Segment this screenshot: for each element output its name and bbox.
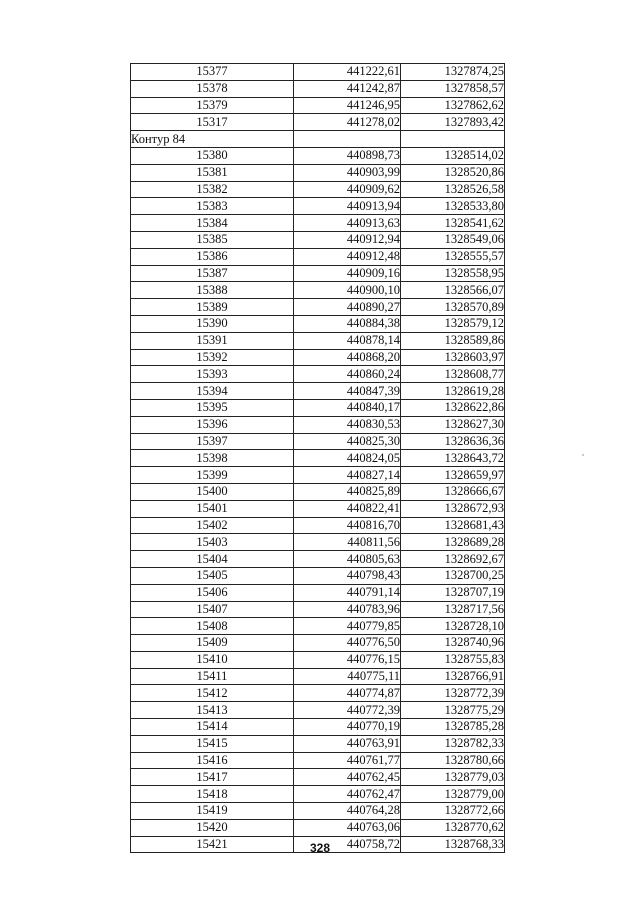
table-row: [131, 383, 505, 400]
table-row: [131, 551, 505, 568]
table-row: [131, 147, 505, 164]
table-row: [131, 181, 505, 198]
coordinates-table-body: [131, 64, 505, 853]
table-row: [131, 97, 505, 114]
table-row: [131, 618, 505, 635]
point-number-cell: 15408: [131, 618, 294, 635]
table-row: [131, 282, 505, 299]
x-coordinate-cell: 440900,10: [294, 282, 401, 299]
y-coordinate-cell: 1328627,30: [401, 416, 505, 433]
table-row: [131, 349, 505, 366]
table-row: [131, 114, 505, 131]
table-row: [131, 719, 505, 736]
point-number-cell: 15406: [131, 584, 294, 601]
point-number-cell: 15387: [131, 265, 294, 282]
x-coordinate-cell: 440903,99: [294, 164, 401, 181]
empty-cell: [401, 131, 505, 148]
point-number-cell: 15391: [131, 332, 294, 349]
x-coordinate-cell: 440860,24: [294, 366, 401, 383]
y-coordinate-cell: 1328622,86: [401, 399, 505, 416]
point-number-cell: 15386: [131, 248, 294, 265]
x-coordinate-cell: 440762,47: [294, 786, 401, 803]
x-coordinate-cell: 440890,27: [294, 299, 401, 316]
y-coordinate-cell: 1328689,28: [401, 534, 505, 551]
x-coordinate-cell: 440830,53: [294, 416, 401, 433]
point-number-cell: 15388: [131, 282, 294, 299]
table-row: [131, 752, 505, 769]
x-coordinate-cell: 440913,94: [294, 198, 401, 215]
point-number-cell: 15377: [131, 64, 294, 81]
table-row: [131, 467, 505, 484]
table-row: [131, 433, 505, 450]
table-row: [131, 651, 505, 668]
point-number-cell: 15317: [131, 114, 294, 131]
y-coordinate-cell: 1328740,96: [401, 635, 505, 652]
point-number-cell: 15401: [131, 500, 294, 517]
x-coordinate-cell: 441222,61: [294, 64, 401, 81]
x-coordinate-cell: 440776,15: [294, 651, 401, 668]
point-number-cell: 15420: [131, 819, 294, 836]
x-coordinate-cell: 441246,95: [294, 97, 401, 114]
point-number-cell: 15404: [131, 551, 294, 568]
point-number-cell: 15413: [131, 702, 294, 719]
x-coordinate-cell: 440847,39: [294, 383, 401, 400]
y-coordinate-cell: 1328659,97: [401, 467, 505, 484]
point-number-cell: 15415: [131, 735, 294, 752]
point-number-cell: 15381: [131, 164, 294, 181]
y-coordinate-cell: 1328779,00: [401, 786, 505, 803]
x-coordinate-cell: 440840,17: [294, 399, 401, 416]
x-coordinate-cell: 440909,62: [294, 181, 401, 198]
y-coordinate-cell: 1328608,77: [401, 366, 505, 383]
y-coordinate-cell: 1328541,62: [401, 215, 505, 232]
y-coordinate-cell: 1328636,36: [401, 433, 505, 450]
y-coordinate-cell: 1328570,89: [401, 299, 505, 316]
table-row: [131, 735, 505, 752]
x-coordinate-cell: 440763,06: [294, 819, 401, 836]
point-number-cell: 15418: [131, 786, 294, 803]
x-coordinate-cell: 441278,02: [294, 114, 401, 131]
table-row: [131, 198, 505, 215]
table-row: [131, 517, 505, 534]
x-coordinate-cell: 440912,94: [294, 231, 401, 248]
x-coordinate-cell: 440805,63: [294, 551, 401, 568]
x-coordinate-cell: 440764,28: [294, 803, 401, 820]
x-coordinate-cell: 440762,45: [294, 769, 401, 786]
y-coordinate-cell: 1328603,97: [401, 349, 505, 366]
y-coordinate-cell: 1327858,57: [401, 80, 505, 97]
section-row: [131, 131, 505, 148]
y-coordinate-cell: 1328681,43: [401, 517, 505, 534]
table-row: [131, 803, 505, 820]
y-coordinate-cell: 1328555,57: [401, 248, 505, 265]
y-coordinate-cell: 1328728,10: [401, 618, 505, 635]
point-number-cell: 15400: [131, 483, 294, 500]
y-coordinate-cell: 1328700,25: [401, 567, 505, 584]
y-coordinate-cell: 1328526,58: [401, 181, 505, 198]
x-coordinate-cell: 440878,14: [294, 332, 401, 349]
y-coordinate-cell: 1328589,86: [401, 332, 505, 349]
x-coordinate-cell: 440763,91: [294, 735, 401, 752]
y-coordinate-cell: 1328566,07: [401, 282, 505, 299]
y-coordinate-cell: 1328666,67: [401, 483, 505, 500]
table-row: [131, 231, 505, 248]
y-coordinate-cell: 1328770,62: [401, 819, 505, 836]
y-coordinate-cell: 1328785,28: [401, 719, 505, 736]
point-number-cell: 15417: [131, 769, 294, 786]
x-coordinate-cell: 440798,43: [294, 567, 401, 584]
y-coordinate-cell: 1328643,72: [401, 450, 505, 467]
x-coordinate-cell: 440770,19: [294, 719, 401, 736]
section-label: Контур 84: [131, 131, 294, 148]
point-number-cell: 15393: [131, 366, 294, 383]
x-coordinate-cell: 440774,87: [294, 685, 401, 702]
y-coordinate-cell: 1328772,66: [401, 803, 505, 820]
table-row: [131, 248, 505, 265]
point-number-cell: 15419: [131, 803, 294, 820]
point-number-cell: 15382: [131, 181, 294, 198]
y-coordinate-cell: 1328549,06: [401, 231, 505, 248]
point-number-cell: 15383: [131, 198, 294, 215]
x-coordinate-cell: 440884,38: [294, 315, 401, 332]
table-row: [131, 215, 505, 232]
point-number-cell: 15395: [131, 399, 294, 416]
y-coordinate-cell: 1328520,86: [401, 164, 505, 181]
table-row: [131, 702, 505, 719]
table-row: [131, 299, 505, 316]
y-coordinate-cell: 1328766,91: [401, 668, 505, 685]
point-number-cell: 15407: [131, 601, 294, 618]
point-number-cell: 15389: [131, 299, 294, 316]
point-number-cell: 15378: [131, 80, 294, 97]
point-number-cell: 15409: [131, 635, 294, 652]
point-number-cell: 15392: [131, 349, 294, 366]
point-number-cell: 15398: [131, 450, 294, 467]
point-number-cell: 15405: [131, 567, 294, 584]
table-row: [131, 399, 505, 416]
table-row: [131, 769, 505, 786]
y-coordinate-cell: 1328672,93: [401, 500, 505, 517]
table-row: [131, 332, 505, 349]
point-number-cell: 15394: [131, 383, 294, 400]
x-coordinate-cell: 440776,50: [294, 635, 401, 652]
y-coordinate-cell: 1328707,19: [401, 584, 505, 601]
point-number-cell: 15414: [131, 719, 294, 736]
x-coordinate-cell: 440868,20: [294, 349, 401, 366]
y-coordinate-cell: 1327862,62: [401, 97, 505, 114]
point-number-cell: 15421: [131, 836, 294, 853]
x-coordinate-cell: 440824,05: [294, 450, 401, 467]
point-number-cell: 15396: [131, 416, 294, 433]
point-number-cell: 15403: [131, 534, 294, 551]
table-row: [131, 164, 505, 181]
coordinates-table: [130, 63, 505, 853]
x-coordinate-cell: 440913,63: [294, 215, 401, 232]
table-row: [131, 567, 505, 584]
page-number: 328: [309, 841, 331, 855]
y-coordinate-cell: 1327893,42: [401, 114, 505, 131]
x-coordinate-cell: 440827,14: [294, 467, 401, 484]
y-coordinate-cell: 1328514,02: [401, 147, 505, 164]
point-number-cell: 15410: [131, 651, 294, 668]
x-coordinate-cell: 440791,14: [294, 584, 401, 601]
y-coordinate-cell: 1328775,29: [401, 702, 505, 719]
y-coordinate-cell: 1328692,67: [401, 551, 505, 568]
y-coordinate-cell: 1328779,03: [401, 769, 505, 786]
table-row: [131, 534, 505, 551]
y-coordinate-cell: 1328558,95: [401, 265, 505, 282]
point-number-cell: 15384: [131, 215, 294, 232]
y-coordinate-cell: 1328780,66: [401, 752, 505, 769]
table-row: [131, 315, 505, 332]
y-coordinate-cell: 1327874,25: [401, 64, 505, 81]
point-number-cell: 15397: [131, 433, 294, 450]
x-coordinate-cell: 440825,89: [294, 483, 401, 500]
x-coordinate-cell: 440825,30: [294, 433, 401, 450]
x-coordinate-cell: 440811,56: [294, 534, 401, 551]
table-row: [131, 265, 505, 282]
x-coordinate-cell: 440761,77: [294, 752, 401, 769]
point-number-cell: 15390: [131, 315, 294, 332]
x-coordinate-cell: 440909,16: [294, 265, 401, 282]
table-row: [131, 685, 505, 702]
point-number-cell: 15385: [131, 231, 294, 248]
y-coordinate-cell: 1328579,12: [401, 315, 505, 332]
point-number-cell: 15380: [131, 147, 294, 164]
table-row: [131, 601, 505, 618]
x-coordinate-cell: 440898,73: [294, 147, 401, 164]
x-coordinate-cell: 440772,39: [294, 702, 401, 719]
x-coordinate-cell: 440816,70: [294, 517, 401, 534]
table-row: [131, 80, 505, 97]
x-coordinate-cell: 440912,48: [294, 248, 401, 265]
x-coordinate-cell: 440783,96: [294, 601, 401, 618]
table-row: [131, 483, 505, 500]
table-row: [131, 64, 505, 81]
y-coordinate-cell: 1328533,80: [401, 198, 505, 215]
table-row: [131, 635, 505, 652]
point-number-cell: 15412: [131, 685, 294, 702]
table-row: [131, 584, 505, 601]
x-coordinate-cell: 440775,11: [294, 668, 401, 685]
y-coordinate-cell: 1328768,33: [401, 836, 505, 853]
y-coordinate-cell: 1328619,28: [401, 383, 505, 400]
point-number-cell: 15399: [131, 467, 294, 484]
table-row: [131, 668, 505, 685]
point-number-cell: 15411: [131, 668, 294, 685]
x-coordinate-cell: 440822,41: [294, 500, 401, 517]
table-row: [131, 500, 505, 517]
scan-speck: [582, 454, 584, 456]
table-row: [131, 416, 505, 433]
x-coordinate-cell: 441242,87: [294, 80, 401, 97]
point-number-cell: 15402: [131, 517, 294, 534]
x-coordinate-cell: 440779,85: [294, 618, 401, 635]
table-row: [131, 450, 505, 467]
y-coordinate-cell: 1328717,56: [401, 601, 505, 618]
x-coordinate-cell: 440758,72: [294, 836, 401, 853]
table-row: [131, 366, 505, 383]
table-row: [131, 786, 505, 803]
table-row: [131, 819, 505, 836]
y-coordinate-cell: 1328782,33: [401, 735, 505, 752]
empty-cell: [294, 131, 401, 148]
y-coordinate-cell: 1328755,83: [401, 651, 505, 668]
y-coordinate-cell: 1328772,39: [401, 685, 505, 702]
point-number-cell: 15416: [131, 752, 294, 769]
point-number-cell: 15379: [131, 97, 294, 114]
